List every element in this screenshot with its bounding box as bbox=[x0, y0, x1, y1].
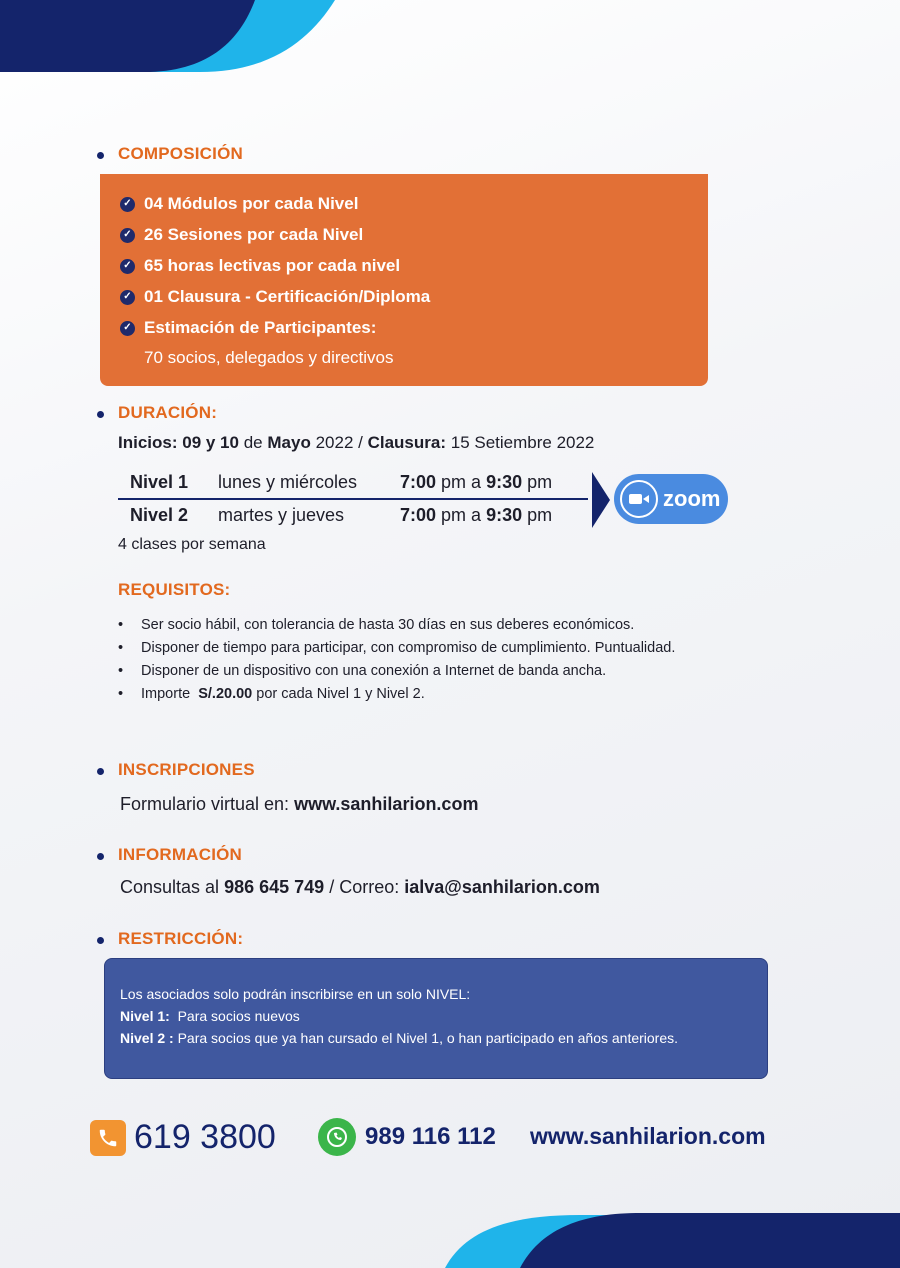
video-camera-icon bbox=[620, 480, 658, 518]
check-circle-icon: ✓ bbox=[120, 228, 135, 243]
restriccion-nivel-2: Nivel 2 : Para socios que ya han cursado el Nivel 1, o han participado en años anteriores. bbox=[120, 1030, 679, 1046]
check-circle-icon: ✓ bbox=[120, 197, 135, 212]
restriccion-box bbox=[104, 958, 768, 1079]
inscripciones-title: INSCRIPCIONES bbox=[118, 760, 255, 779]
participants-detail: 70 socios, delegados y directivos bbox=[144, 348, 394, 367]
inscripciones-text: Formulario virtual en: www.sanhilarion.com bbox=[120, 794, 479, 814]
section-bullet bbox=[97, 411, 104, 418]
check-circle-icon: ✓ bbox=[120, 290, 135, 305]
weekly-classes: 4 clases por semana bbox=[118, 536, 266, 553]
composicion-title: COMPOSICIÓN bbox=[118, 144, 243, 163]
requisitos-list bbox=[118, 614, 675, 706]
informacion-title: INFORMACIÓN bbox=[118, 845, 243, 864]
check-circle-icon: ✓ bbox=[120, 259, 135, 274]
schedule-level-1: Nivel 1 bbox=[130, 472, 189, 492]
footer-whatsapp: 989 116 112 bbox=[318, 1118, 496, 1156]
composicion-item: ✓ 04 Módulos por cada Nivel bbox=[120, 194, 358, 214]
schedule-days-1: lunes y miércoles bbox=[218, 472, 358, 492]
restriccion-title: RESTRICCIÓN: bbox=[118, 929, 244, 948]
restriccion-nivel-1: Nivel 1: Para socios nuevos bbox=[120, 1008, 300, 1024]
section-bullet bbox=[97, 768, 104, 775]
footer-phone: 619 3800 bbox=[90, 1118, 276, 1157]
footer-website-link[interactable]: www.sanhilarion.com bbox=[530, 1123, 766, 1149]
restriccion-intro: Los asociados solo podrán inscribirse en un solo NIVEL: bbox=[120, 986, 471, 1002]
composicion-item: ✓ 65 horas lectivas por cada nivel bbox=[120, 256, 400, 276]
schedule-level-2: Nivel 2 bbox=[130, 505, 189, 525]
email-link[interactable]: ialva@sanhilarion.com bbox=[404, 877, 600, 897]
informacion-text: Consultas al 986 645 749 / Correo: ialva@sanhilarion.com bbox=[120, 877, 600, 897]
composicion-item: ✓ 26 Sesiones por cada Nivel bbox=[120, 225, 363, 245]
requisitos-title: REQUISITOS: bbox=[118, 580, 231, 599]
section-bullet bbox=[97, 853, 104, 860]
schedule-time-2: 7:00 pm a 9:30 pm bbox=[400, 505, 553, 525]
schedule-divider bbox=[118, 498, 588, 500]
list-item: • Disponer de un dispositivo con una conexión a Internet de banda ancha. bbox=[118, 660, 675, 683]
arrow-right-icon bbox=[592, 472, 612, 528]
section-bullet bbox=[97, 152, 104, 159]
section-bullet bbox=[97, 937, 104, 944]
whatsapp-icon bbox=[318, 1118, 356, 1156]
top-left-wave-decoration bbox=[0, 0, 340, 75]
schedule-days-2: martes y jueves bbox=[218, 505, 345, 525]
inscripciones-link[interactable]: www.sanhilarion.com bbox=[294, 794, 479, 814]
phone-icon bbox=[90, 1120, 126, 1156]
bottom-right-wave-decoration bbox=[440, 1210, 900, 1268]
check-circle-icon: ✓ bbox=[120, 321, 135, 336]
composicion-item: ✓ 01 Clausura - Certificación/Diploma bbox=[120, 287, 430, 307]
composicion-box bbox=[100, 174, 708, 386]
list-item: • Importe S/.20.00 por cada Nivel 1 y Nivel 2. bbox=[118, 683, 675, 706]
zoom-logo: zoom bbox=[614, 474, 728, 524]
list-item: • Ser socio hábil, con tolerancia de hasta 30 días en sus deberes económicos. bbox=[118, 614, 675, 637]
schedule-time-1: 7:00 pm a 9:30 pm bbox=[400, 472, 553, 492]
list-item: • Disponer de tiempo para participar, con compromiso de cumplimiento. Puntualidad. bbox=[118, 637, 675, 660]
composicion-item: ✓ Estimación de Participantes: bbox=[120, 318, 376, 338]
duracion-title: DURACIÓN: bbox=[118, 403, 218, 422]
duracion-dates: Inicios: 09 y 10 de Mayo 2022 / Clausura: 15 Setiembre 2022 bbox=[118, 433, 595, 452]
